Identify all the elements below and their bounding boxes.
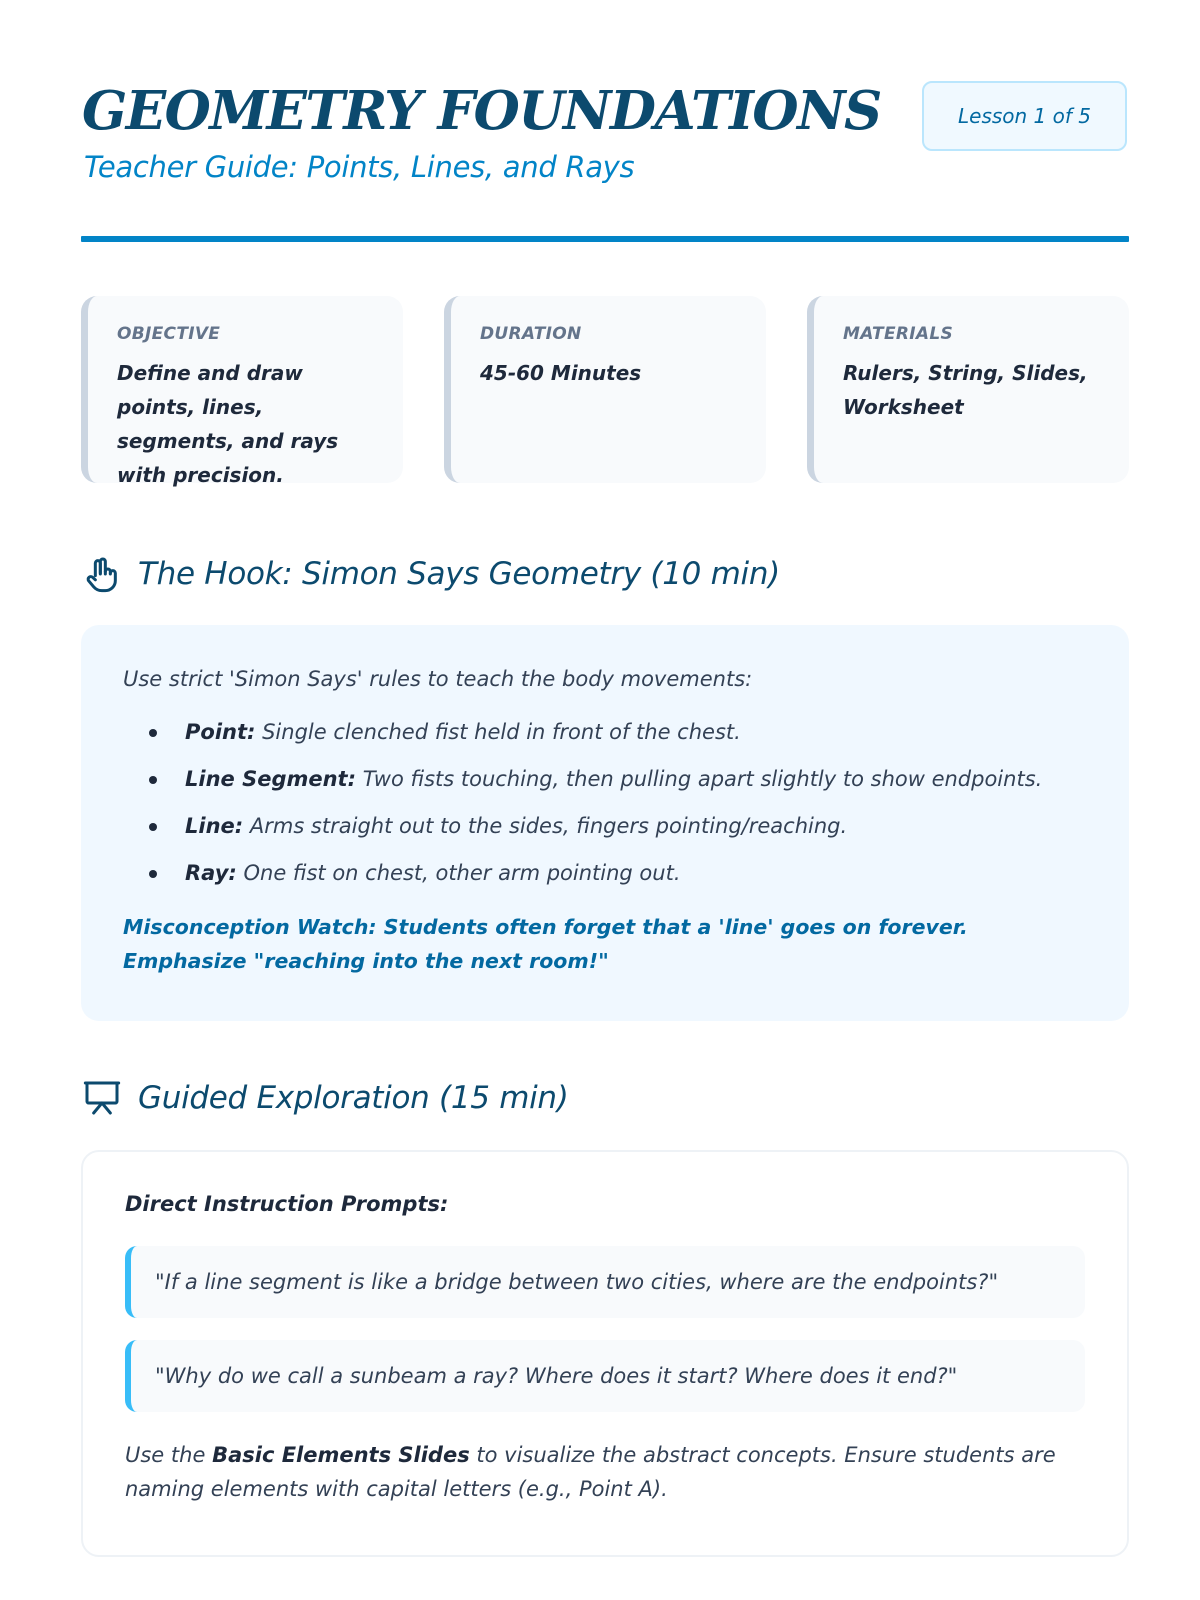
guided-section-header bbox=[82, 1078, 569, 1118]
guided-panel bbox=[81, 1150, 1129, 1557]
duration-card bbox=[444, 296, 766, 483]
term-description: One fist on chest, other arm pointing out. bbox=[243, 861, 681, 885]
prompts-title: Direct Instruction Prompts: bbox=[125, 1192, 449, 1216]
guided-note bbox=[125, 1438, 1085, 1506]
card-value: Rulers, String, Slides, Worksheet bbox=[843, 361, 1088, 419]
page-title: GEOMETRY FOUNDATIONS bbox=[82, 80, 881, 142]
misconception-note: Misconception Watch: Students often forget that a 'line' goes on forever. Emphasize "reaching into the next room!" bbox=[123, 915, 968, 973]
header-divider bbox=[81, 236, 1129, 242]
prompt-quote: "If a line segment is like a bridge between two cities, where are the endpoints?" bbox=[125, 1246, 1085, 1318]
term-label: Line Segment: bbox=[185, 767, 356, 791]
list-item bbox=[149, 811, 1089, 841]
presentation-icon bbox=[82, 1078, 122, 1118]
card-label: MATERIALS bbox=[843, 324, 954, 344]
term-label: Point: bbox=[185, 720, 256, 744]
term-label: Line: bbox=[185, 814, 244, 838]
card-label: DURATION bbox=[480, 324, 582, 344]
guided-heading: Guided Exploration (15 min) bbox=[138, 1080, 569, 1116]
card-value: 45-60 Minutes bbox=[480, 361, 642, 385]
hand-icon bbox=[82, 554, 122, 594]
prompt-quote: "Why do we call a sunbeam a ray? Where does it start? Where does it end?" bbox=[125, 1340, 1085, 1412]
list-item bbox=[149, 858, 1089, 888]
hook-section-header bbox=[82, 554, 780, 594]
page-subtitle: Teacher Guide: Points, Lines, and Rays bbox=[84, 150, 635, 184]
hook-panel bbox=[81, 625, 1129, 1021]
movement-list bbox=[123, 717, 1089, 888]
note-suffix: to visualize the abstract concepts. Ensure students are naming elements with capital letters (e.g., Point A). bbox=[125, 1443, 1056, 1501]
term-label: Ray: bbox=[185, 861, 237, 885]
term-description: Arms straight out to the sides, fingers pointing/reaching. bbox=[249, 814, 848, 838]
hook-heading: The Hook: Simon Says Geometry (10 min) bbox=[138, 556, 780, 592]
card-value: Define and draw points, lines, segments, and rays with precision. bbox=[117, 361, 339, 487]
list-item bbox=[149, 717, 1089, 747]
term-description: Two fists touching, then pulling apart slightly to show endpoints. bbox=[362, 767, 1043, 791]
lesson-badge: Lesson 1 of 5 bbox=[922, 81, 1127, 151]
objective-card bbox=[81, 296, 403, 487]
note-prefix: Use the bbox=[125, 1443, 206, 1467]
list-item bbox=[149, 764, 1089, 794]
hook-intro: Use strict 'Simon Says' rules to teach the body movements: bbox=[123, 667, 753, 691]
term-description: Single clenched fist held in front of the chest. bbox=[262, 720, 741, 744]
materials-card bbox=[807, 296, 1129, 483]
card-label: OBJECTIVE bbox=[117, 324, 221, 344]
slides-reference: Basic Elements Slides bbox=[212, 1443, 470, 1467]
